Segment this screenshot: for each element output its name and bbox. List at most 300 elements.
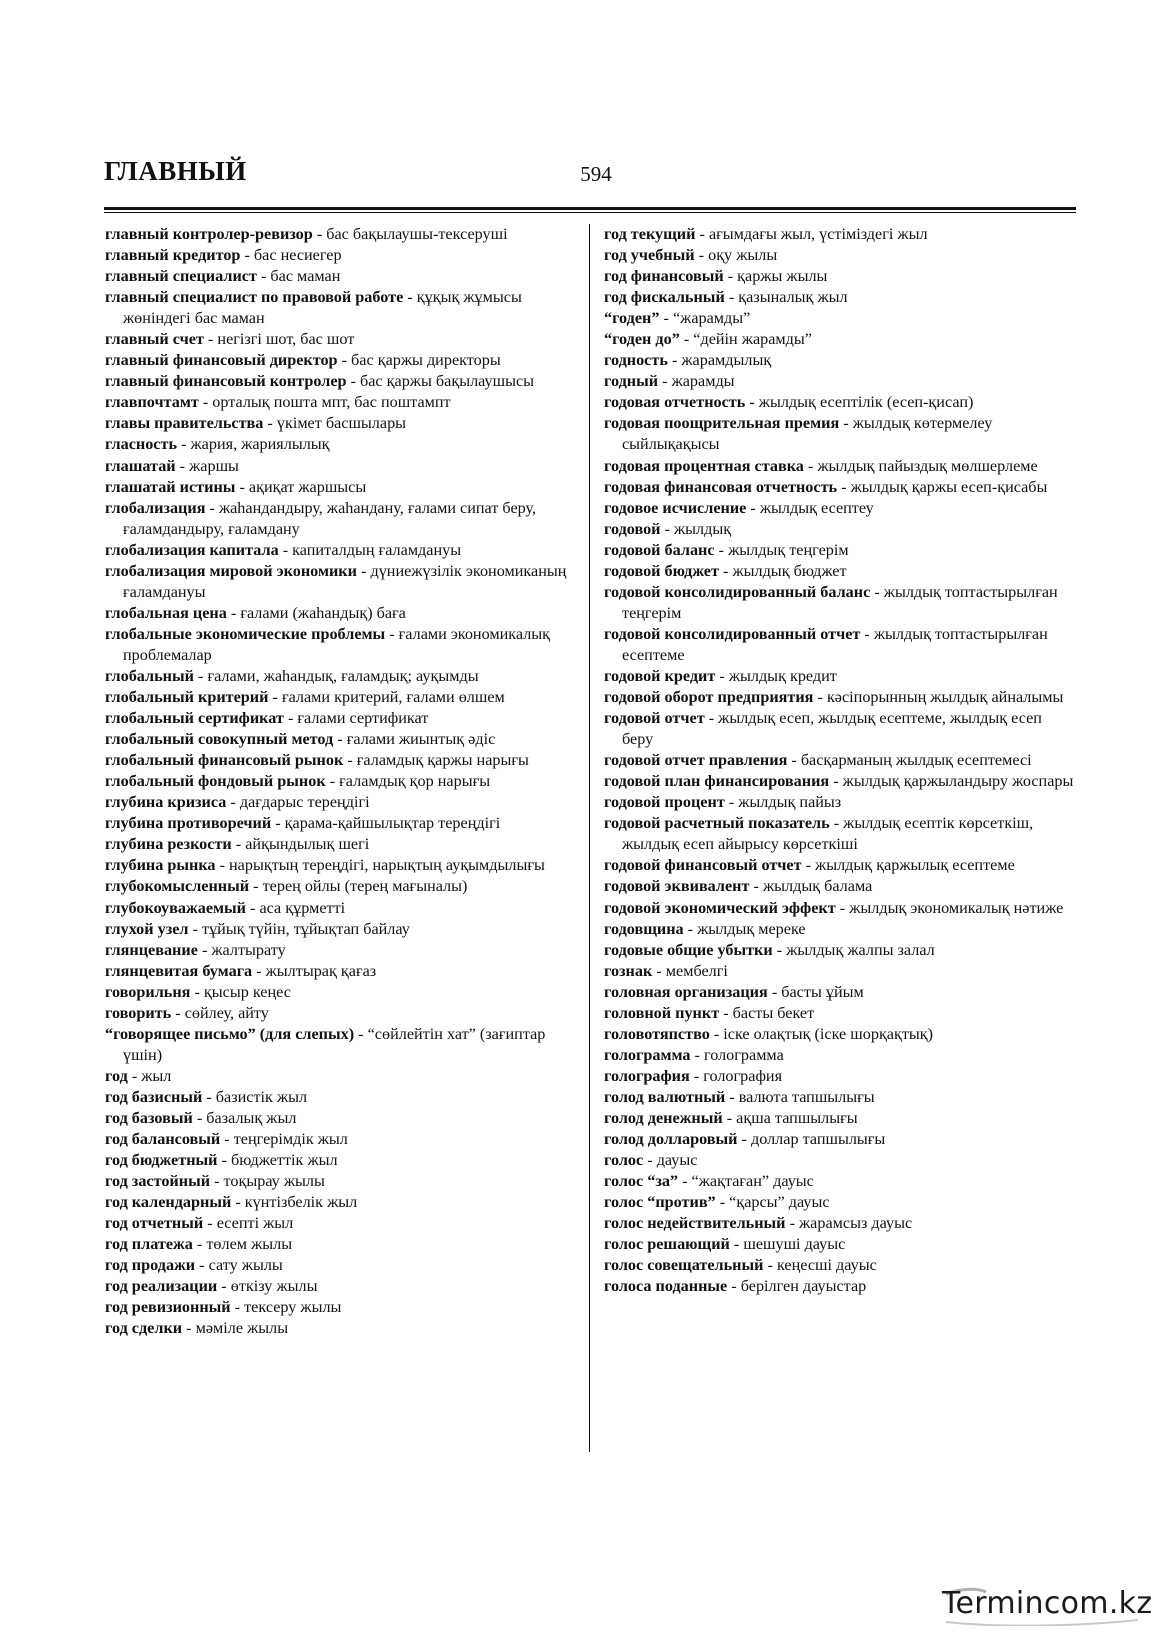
entry-term: глобальный [105, 666, 194, 685]
entry-term: год фискальный [604, 288, 725, 307]
entry-definition: қазыналық жыл [738, 288, 848, 307]
entry-term: годовая отчетность [604, 393, 746, 412]
entry-separator: - [772, 940, 787, 959]
entry-separator: - [724, 288, 739, 307]
dictionary-entry [604, 919, 1076, 940]
entry-definition: теңгерімдік жыл [233, 1130, 348, 1149]
entry-definition: ғалами жиынтық әдіс [346, 730, 496, 749]
entry-definition: жылдық кредит [728, 666, 837, 685]
entry-definition: жылдық пайыз [738, 793, 842, 812]
entry-term: годность [604, 351, 668, 370]
entry-term: голод денежный [604, 1108, 723, 1127]
entry-separator: - [729, 1235, 744, 1254]
entry-definition: басты бекет [732, 1003, 815, 1022]
dictionary-entry [604, 624, 1076, 666]
entry-term: год [105, 1066, 128, 1085]
entry-separator: - [256, 267, 271, 286]
entry-definition: бас маман [270, 267, 341, 286]
entry-term: главный контролер-ревизор [105, 225, 313, 243]
entry-term: голос [604, 1151, 644, 1170]
entry-term: год учебный [604, 246, 695, 265]
entry-separator: - [385, 624, 399, 643]
dictionary-entry [604, 519, 1076, 540]
entry-term: голография [604, 1066, 690, 1085]
entry-definition: терең ойлы (терең мағыналы) [262, 877, 468, 896]
dictionary-entry [105, 1066, 577, 1087]
dictionary-entry [105, 1108, 577, 1129]
entry-separator: - [182, 1319, 196, 1338]
entry-separator: - [718, 561, 733, 580]
entry-separator: - [835, 898, 850, 917]
entry-term: глобальный совокупный метод [105, 730, 334, 749]
entry-term: “годен до” [604, 330, 680, 349]
dictionary-entry [105, 940, 577, 961]
header-rule-thick [104, 207, 1076, 210]
entry-definition: “қарсы” дауыс [729, 1193, 830, 1212]
dictionary-entry [105, 1276, 577, 1297]
dictionary-entry [105, 1318, 577, 1339]
entry-definition: берілген дауыстар [740, 1277, 867, 1296]
entry-term: годовой расчетный показатель [604, 814, 830, 833]
dictionary-entry [604, 961, 1076, 982]
entry-definition: ғаламдық қаржы нарығы [356, 751, 529, 770]
entry-definition: төлем жылы [206, 1235, 293, 1254]
dictionary-entry [105, 498, 577, 540]
entry-definition: жылдық топтастырылған теңгерім [622, 582, 1058, 622]
entry-term: годовой план финансирования [604, 772, 830, 791]
entry-definition: бас бақылаушы-тексеруші [326, 225, 508, 243]
entry-term: год календарный [105, 1193, 232, 1212]
entry-term: глобальный фондовый рынок [105, 772, 326, 791]
dictionary-entry [105, 287, 577, 329]
entry-separator: - [192, 1235, 207, 1254]
entry-separator: - [226, 603, 241, 622]
entry-separator: - [767, 982, 782, 1001]
entry-term: гласность [105, 435, 178, 454]
dictionary-entry [105, 224, 577, 245]
entry-term: голос недействительный [604, 1214, 786, 1233]
entry-term: глянцевание [105, 940, 198, 959]
entry-definition: қысыр кеңес [203, 982, 291, 1001]
dictionary-entry [604, 224, 1076, 245]
entry-separator: - [785, 1214, 799, 1233]
entry-term: глобальные экономические проблемы [105, 624, 386, 643]
entry-definition: жарамды [671, 372, 735, 391]
entry-term: год сделки [105, 1319, 183, 1338]
entry-separator: - [215, 856, 230, 875]
dictionary-entry [105, 371, 577, 392]
entry-definition: валюта тапшылығы [738, 1087, 875, 1106]
watermark-logo [942, 1582, 1153, 1626]
entry-separator: - [263, 414, 277, 433]
entry-term: глубокомысленный [105, 877, 250, 896]
entry-definition: ағымдағы жыл, үстіміздегі жыл [708, 225, 928, 243]
entry-separator: - [192, 1108, 207, 1127]
dictionary-entry [105, 1192, 577, 1213]
dictionary-entry [604, 708, 1076, 750]
entry-definition: жылдық есеп, жылдық есептеме, жылдық есеп беру [622, 709, 1042, 749]
entry-separator: - [660, 519, 674, 538]
entry-term: год базисный [105, 1087, 203, 1106]
entry-definition: өткізу жылы [230, 1277, 318, 1296]
dictionary-entry [105, 708, 577, 729]
dictionary-entry [604, 456, 1076, 477]
entry-separator: - [803, 456, 818, 475]
page-number: 594 [580, 162, 612, 186]
entry-term: глашатай [105, 456, 176, 475]
entry-term: год платежа [105, 1235, 193, 1254]
dictionary-entry [105, 1150, 577, 1171]
entry-definition: айқындылық шегі [245, 835, 370, 854]
dictionary-entry [105, 540, 577, 561]
entry-definition: басты ұйым [781, 982, 864, 1001]
dictionary-entry [105, 1129, 577, 1150]
dictionary-entry [604, 392, 1076, 413]
entry-definition: қаржы жылы [737, 267, 828, 286]
entry-definition: тоқырау жылы [223, 1172, 325, 1191]
dictionary-entry [105, 392, 577, 413]
dictionary-entry [105, 729, 577, 750]
entry-separator: - [749, 877, 763, 896]
entry-term: глобальный критерий [105, 688, 269, 707]
left-column [105, 224, 577, 1339]
entry-separator: - [188, 919, 202, 938]
entry-definition: голограмма [703, 1045, 784, 1064]
dictionary-entry [105, 603, 577, 624]
dictionary-entry [604, 1150, 1076, 1171]
dictionary-entry [604, 940, 1076, 961]
entry-term: годовой отчет [604, 709, 705, 728]
entry-term: глобальная цена [105, 603, 227, 622]
dictionary-entry [604, 1024, 1076, 1045]
entry-term: глубина рынка [105, 856, 216, 875]
entry-definition: жылдық есептік көрсеткіш, жылдық есеп айырысу көрсеткіші [622, 814, 1034, 854]
entry-term: главный счет [105, 330, 204, 349]
dictionary-entry [604, 1192, 1076, 1213]
watermark-text: Termincom.kz [942, 1586, 1153, 1621]
entry-definition: ақиқат жаршысы [248, 477, 367, 496]
dictionary-entry [604, 687, 1076, 708]
dictionary-entry [604, 898, 1076, 919]
entry-definition: іске олақтық (іске шорқақтық) [723, 1024, 934, 1043]
entry-term: год ревизионный [105, 1298, 231, 1317]
dictionary-entry [604, 350, 1076, 371]
entry-separator: - [220, 1130, 234, 1149]
dictionary-entry [604, 477, 1076, 498]
entry-definition: ақша тапшылығы [736, 1108, 858, 1127]
entry-term: год финансовый [604, 267, 724, 286]
entry-separator: - [658, 372, 672, 391]
entry-separator: - [694, 246, 709, 265]
entry-definition: жыл [141, 1066, 172, 1085]
entry-separator: - [195, 1256, 209, 1275]
entry-definition: жылдық теңгерім [728, 540, 849, 559]
dictionary-entry [105, 477, 577, 498]
entry-separator: - [210, 1172, 224, 1191]
entry-definition: орталық пошта мпт, бас поштампт [212, 393, 451, 412]
entry-definition: жарамсыз дауыс [799, 1214, 913, 1233]
entry-definition: бас қаржы бақылаушысы [360, 372, 535, 391]
entry-term: годовая процентная ставка [604, 456, 804, 475]
entry-definition: жылдық қаржы есеп-қисабы [850, 477, 1048, 496]
entry-separator: - [268, 688, 282, 707]
dictionary-entry [105, 898, 577, 919]
dictionary-entry [105, 1171, 577, 1192]
entry-definition: құқық жұмысы жөніндегі бас маман [123, 288, 522, 328]
entry-separator: - [659, 309, 673, 328]
entry-definition: жылдық есептілік (есеп-қисап) [758, 393, 974, 412]
entry-separator: - [801, 856, 816, 875]
entry-separator: - [283, 709, 298, 728]
entry-definition: басқарманың жылдық есептемесі [800, 751, 1032, 770]
entry-separator: - [249, 877, 263, 896]
entry-term: голос совещательный [604, 1256, 764, 1275]
entry-definition: жылдық топтастырылған есептеме [622, 624, 1048, 664]
dictionary-entry [105, 961, 577, 982]
entry-definition: жария, жариялылық [190, 435, 330, 454]
entry-definition: “дейін жарамды” [693, 330, 812, 349]
entry-separator: - [714, 540, 729, 559]
entry-separator: - [231, 1193, 245, 1212]
entry-definition: тексеру жылы [244, 1298, 342, 1317]
dictionary-entry [604, 540, 1076, 561]
entry-separator: - [198, 393, 213, 412]
entry-definition: бас қаржы директоры [351, 351, 501, 370]
entry-definition: сөйлеу, айту [184, 1003, 269, 1022]
dictionary-entry [105, 750, 577, 771]
dictionary-entry [604, 1276, 1076, 1297]
dictionary-entry [105, 834, 577, 855]
entry-separator: - [231, 835, 246, 854]
entry-definition: жылдық есептеу [759, 498, 874, 517]
entry-definition: жылдық қаржыландыру жоспары [842, 772, 1074, 791]
entry-separator: - [190, 982, 204, 1001]
entry-term: главный специалист по правовой работе [105, 288, 404, 307]
entry-separator: - [719, 1003, 733, 1022]
entry-definition: дауыс [656, 1151, 698, 1170]
entry-definition: жылдық көтермелеу сыйлықақысы [622, 414, 993, 454]
dictionary-entry [105, 771, 577, 792]
dictionary-entry [604, 1255, 1076, 1276]
entry-term: год текущий [604, 225, 696, 243]
entry-definition: кәсіпорынның жылдық айналымы [826, 688, 1064, 707]
entry-term: годовые общие убытки [604, 940, 773, 959]
entry-separator: - [271, 814, 285, 833]
entry-term: глобализация капитала [105, 540, 279, 559]
dictionary-entry [604, 1234, 1076, 1255]
dictionary-entry [604, 1213, 1076, 1234]
entry-definition: есепті жыл [216, 1214, 294, 1233]
column-divider [589, 224, 590, 1452]
entry-separator: - [197, 940, 212, 959]
entry-term: годовой процент [604, 793, 725, 812]
entry-separator: - [193, 666, 208, 685]
entry-separator: - [346, 372, 361, 391]
entry-separator: - [715, 666, 729, 685]
entry-definition: жылдық мереке [697, 919, 806, 938]
entry-term: годовой [604, 519, 661, 538]
dictionary-entry [604, 245, 1076, 266]
entry-separator: - [860, 624, 874, 643]
entry-definition: тұйық түйін, тұйықтап байлау [202, 919, 410, 938]
entry-term: годовой кредит [604, 666, 716, 685]
entry-term: годовая финансовая отчетность [604, 477, 838, 496]
entry-separator: - [745, 393, 759, 412]
entry-separator: - [312, 225, 327, 243]
entry-separator: - [217, 1151, 231, 1170]
entry-term: год бюджетный [105, 1151, 218, 1170]
entry-definition: мәміле жылы [195, 1319, 289, 1338]
entry-separator: - [787, 751, 801, 770]
dictionary-entry [604, 1003, 1076, 1024]
entry-term: год застойный [105, 1172, 211, 1191]
dictionary-entry [604, 329, 1076, 350]
entry-separator: - [643, 1151, 657, 1170]
entry-term: годовой отчет правления [604, 751, 788, 770]
entry-term: главный финансовый контролер [105, 372, 347, 391]
entry-separator: - [690, 1045, 704, 1064]
entry-separator: - [203, 330, 218, 349]
entry-definition: базистік жыл [215, 1087, 308, 1106]
entry-term: гознак [604, 961, 653, 980]
dictionary-entry [604, 1129, 1076, 1150]
entry-separator: - [667, 351, 682, 370]
entry-definition: бас несиегер [253, 246, 342, 265]
entry-definition: ғалами сертификат [297, 709, 429, 728]
entry-definition: сату жылы [208, 1256, 283, 1275]
entry-term: главпочтамт [105, 393, 199, 412]
entry-separator: - [203, 1214, 217, 1233]
entry-definition: аса құрметті [259, 898, 346, 917]
entry-separator: - [737, 1130, 751, 1149]
entry-definition: “жақтаған” дауыс [691, 1172, 814, 1191]
entry-separator: - [689, 1066, 704, 1085]
entry-definition: бюджеттік жыл [230, 1151, 338, 1170]
dictionary-entry [105, 792, 577, 813]
entry-term: глобальный сертификат [105, 709, 284, 728]
dictionary-entry [604, 1045, 1076, 1066]
entry-separator: - [354, 1024, 368, 1043]
entry-definition: мембелгі [665, 961, 728, 980]
entry-separator: - [725, 1087, 739, 1106]
entry-separator: - [356, 561, 371, 580]
dictionary-entry [604, 813, 1076, 855]
entry-separator: - [205, 498, 219, 517]
entry-term: глашатай истины [105, 477, 236, 496]
dictionary-entry [105, 456, 577, 477]
entry-separator: - [240, 246, 254, 265]
entry-term: глянцевитая бумага [105, 961, 253, 980]
dictionary-entry [604, 266, 1076, 287]
entry-separator: - [177, 435, 191, 454]
dictionary-entry [604, 792, 1076, 813]
entry-term: голод валютный [604, 1087, 726, 1106]
entry-term: голограмма [604, 1045, 691, 1064]
dictionary-entry [105, 982, 577, 1003]
entry-term: главный финансовый директор [105, 351, 338, 370]
dictionary-entry [105, 876, 577, 897]
entry-separator: - [230, 1298, 245, 1317]
dictionary-entry [105, 329, 577, 350]
entry-term: главный кредитор [105, 246, 241, 265]
entry-definition: ғаламдық қор нарығы [339, 772, 491, 791]
entry-term: главный специалист [105, 267, 257, 286]
dictionary-entry [105, 1297, 577, 1318]
dictionary-entry [604, 1087, 1076, 1108]
entry-term: годовщина [604, 919, 684, 938]
entry-separator: - [683, 919, 698, 938]
entry-definition: дүниежүзілік экономиканың ғаламдануы [123, 561, 567, 601]
entry-term: годовой финансовый отчет [604, 856, 802, 875]
entry-definition: “сөйлейтін хат” (зағиптар үшін) [123, 1024, 546, 1064]
dictionary-entry [105, 561, 577, 603]
entry-term: говорить [105, 1003, 172, 1022]
dictionary-entry [105, 687, 577, 708]
entry-separator: - [202, 1087, 216, 1106]
entry-term: голос “против” [604, 1193, 716, 1212]
entry-term: глубокоуважаемый [105, 898, 246, 917]
dictionary-entry [604, 771, 1076, 792]
entry-definition: үкімет басшылары [276, 414, 407, 433]
dictionary-entry [604, 750, 1076, 771]
dictionary-entry [105, 266, 577, 287]
entry-definition: ғалами (жаһандық) баға [240, 603, 406, 622]
entry-term: годовой бюджет [604, 561, 719, 580]
entry-separator: - [837, 477, 851, 496]
entry-separator: - [746, 498, 760, 517]
entry-term: глобальный финансовый рынок [105, 751, 344, 770]
dictionary-entry [604, 855, 1076, 876]
dictionary-entry [105, 1087, 577, 1108]
dictionary-entry [105, 245, 577, 266]
entry-term: голос решающий [604, 1235, 730, 1254]
entry-term: “годен” [604, 309, 660, 328]
dictionary-entry [105, 434, 577, 455]
entry-term: годовой экономический эффект [604, 898, 836, 917]
entry-separator: - [715, 1193, 730, 1212]
entry-definition: кеңесші дауыс [776, 1256, 877, 1275]
entry-term: головной пункт [604, 1003, 720, 1022]
dictionary-entry [105, 813, 577, 834]
dictionary-entry [604, 982, 1076, 1003]
entry-term: год реализации [105, 1277, 218, 1296]
entry-term: год базовый [105, 1108, 193, 1127]
dictionary-entry [105, 855, 577, 876]
dictionary-entry [604, 1066, 1076, 1087]
entry-definition: доллар тапшылығы [750, 1130, 886, 1149]
entry-definition: жылтырақ қағаз [265, 961, 377, 980]
entry-definition: қарама-қайшылықтар тереңдігі [284, 814, 501, 833]
dictionary-entry [604, 561, 1076, 582]
entry-separator: - [704, 709, 719, 728]
entry-term: год продажи [105, 1256, 196, 1275]
entry-term: глухой узел [105, 919, 189, 938]
entry-definition: жаһандандыру, жаһандану, ғалами сипат беру, ғаламдандыру, ғаламдану [123, 498, 537, 538]
dictionary-entry [105, 1003, 577, 1024]
entry-term: годовой баланс [604, 540, 715, 559]
dictionary-entry [604, 1108, 1076, 1129]
entry-term: годовой эквивалент [604, 877, 750, 896]
right-column [604, 224, 1076, 1297]
entry-separator: - [403, 288, 417, 307]
entry-definition: ғалами, жаһандық, ғаламдық; ауқымды [207, 666, 479, 685]
entry-term: годовой консолидированный баланс [604, 582, 871, 601]
dictionary-entry [604, 1171, 1076, 1192]
entry-separator: - [763, 1256, 777, 1275]
dictionary-entry [105, 1213, 577, 1234]
entry-definition: жылдық балама [762, 877, 873, 896]
entry-definition: күнтізбелік жыл [244, 1193, 358, 1212]
